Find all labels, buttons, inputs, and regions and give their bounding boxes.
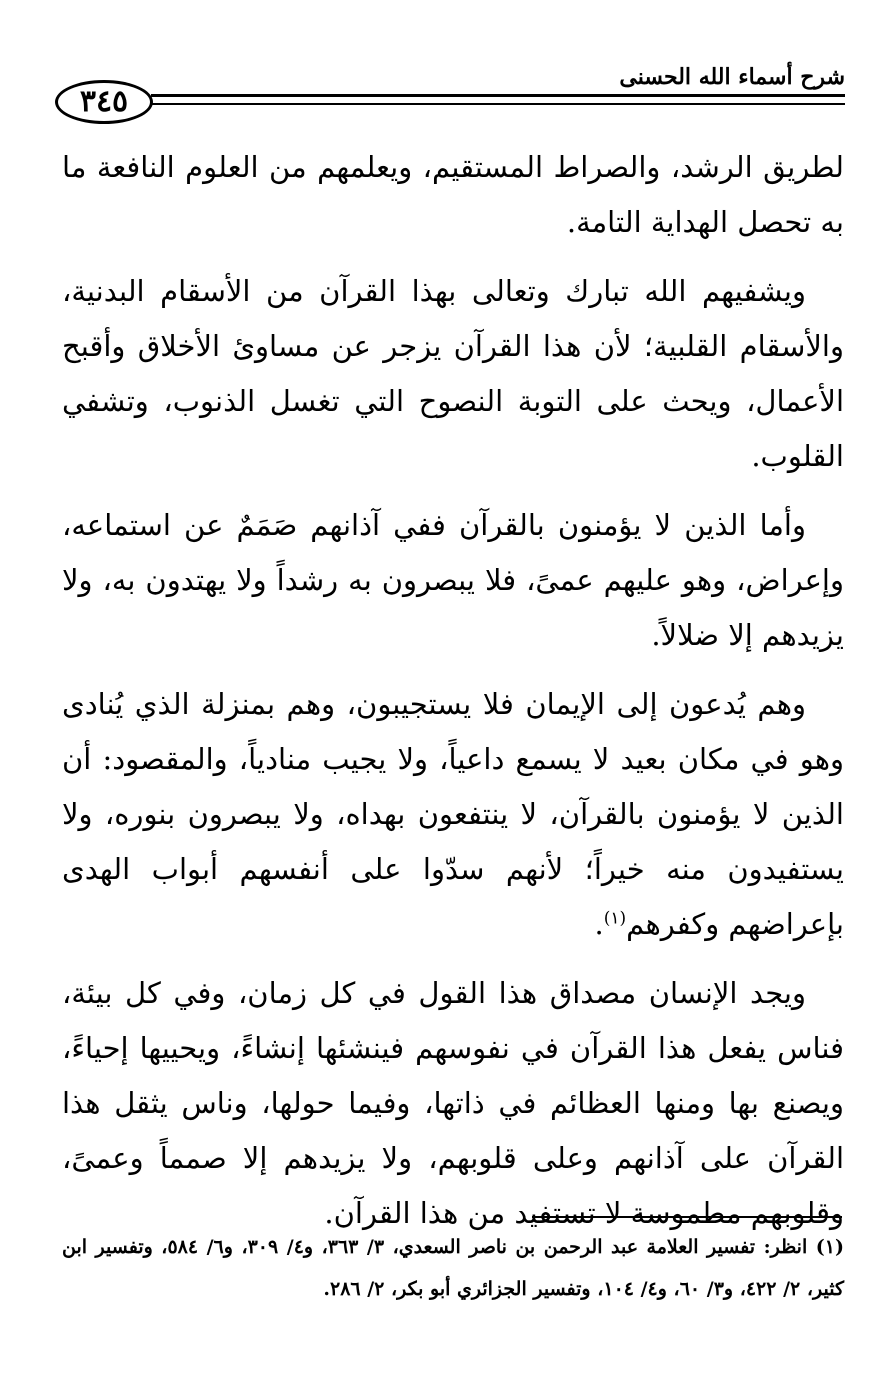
page-number: ٣٤٥ [55,80,153,124]
paragraph-4 [62,677,844,952]
paragraph-2: ويشفيهم الله تبارك وتعالى بهذا القرآن من الأسقام البدنية، والأسقام القلبية؛ لأن هذا القرآن يزجر عن مساوئ الأخلاق وأقبح الأعمال، ويحث على التوبة النصوح التي تغسل الذنوب، وتشفي القلوب. [62,274,844,473]
paragraph-1: لطريق الرشد، والصراط المستقيم، ويعلمهم من العلوم النافعة ما به تحصل الهداية التامة. [62,150,844,239]
page-header [55,64,845,136]
footnote: (١) انظر: تفسير العلامة عبد الرحمن بن ناصر السعدي، ٣/ ٣٦٣، و٤/ ٣٠٩، و٦/ ٥٨٤، وتفسير ابن كثير، ٢/ ٤٢٢، و٣/ ٦٠، و٤/ ١٠٤، وتفسير الجزائري أبو بكر، ٢/ ٢٨٦. [62,1236,844,1300]
paragraph-4-end: . [594,907,604,941]
paragraph-4-text: وهم يُدعون إلى الإيمان فلا يستجيبون، وهم بمنزلة الذي يُنادى وهو في مكان بعيد لا يسمع داعياً، ولا يجيب منادياً، والمقصود: أن الذين لا يؤمنون بالقرآن، لا ينتفعون بهداه، ولا يبصرون بنوره، ولا يستفيدون منه خيراً؛ لأنهم سدّوا على أنفسهم أبواب الهدى بإعراضهم وكفرهم [62,687,844,941]
footnote-separator [532,1216,842,1218]
header-rule-bottom [151,103,845,105]
paragraph-3: وأما الذين لا يؤمنون بالقرآن ففي آذانهم صَمَمٌ عن استماعه، وإعراض، وهو عليهم عمىً، فلا يبصرون به رشداً ولا يهتدون به، ولا يزيدهم إلا ضلالاً. [62,508,844,652]
paragraph-5: ويجد الإنسان مصداق هذا القول في كل زمان، وفي كل بيئة، فناس يفعل هذا القرآن في نفوسهم فينشئها إنشاءً، ويحييها إحياءً، ويصنع بها ومنها العظائم في ذاتها، وفيما حولها، وناس يثقل هذا القرآن على آذانهم وعلى قلوبهم، ولا يزيدهم إلا صمماً وعمىً، وقلوبهم مطموسة لا تستفيد من هذا القرآن. [62,976,844,1230]
running-title: شرح أسماء الله الحسنى [613,64,845,90]
main-text [62,140,844,1255]
header-rule-top [151,94,845,97]
footnote-reference: (١) [603,908,627,929]
